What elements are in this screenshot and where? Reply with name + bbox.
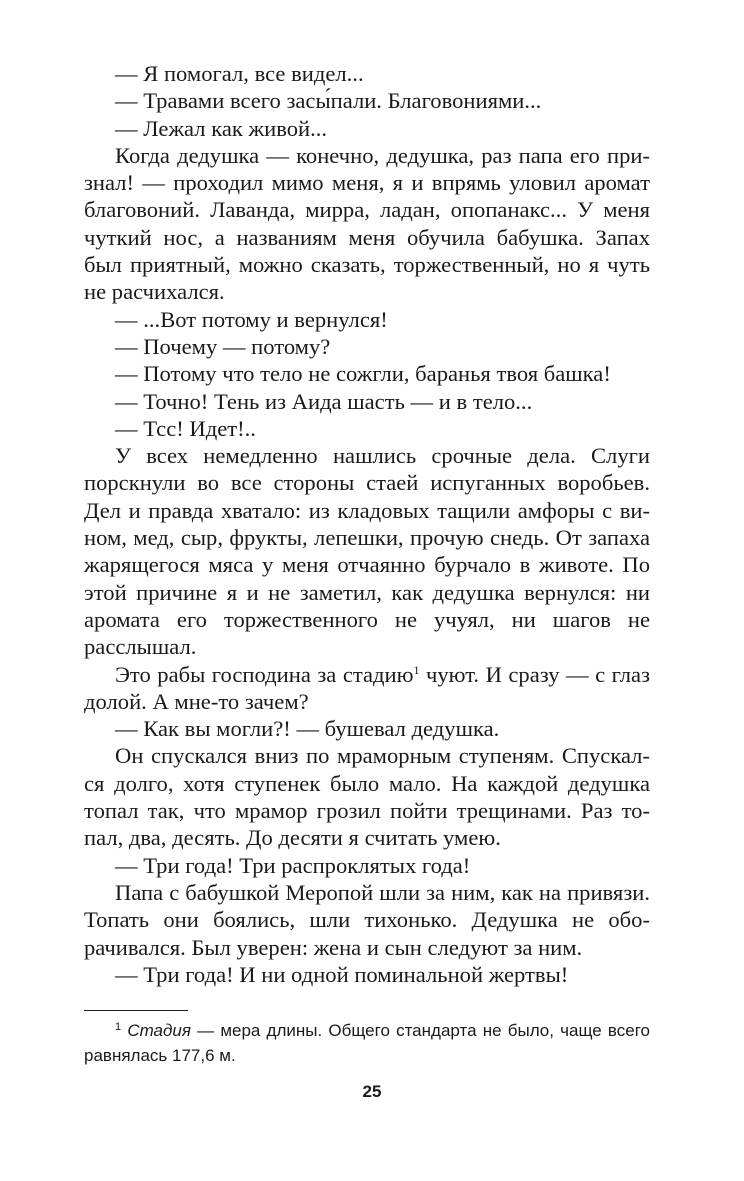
footnote-text: — мера длины. Общего стандарта не было, чаще всего равнялась 177,6 м. xyxy=(84,1021,650,1065)
page-number: 25 xyxy=(362,1082,382,1101)
paragraph-5: — ...Вот потому и вернулся! xyxy=(115,306,388,332)
paragraph-8: — Точно! Тень из Аида шасть — и в тело... xyxy=(115,388,533,414)
paragraph-12: — Как вы могли?! — бушевал дедушка. xyxy=(115,716,500,742)
page-body xyxy=(84,60,650,988)
paragraph-1: — Я помогал, все видел... xyxy=(115,61,364,86)
paragraph-14: — Три года! Три распроклятых года! xyxy=(115,852,471,878)
footnote-term: Стадия xyxy=(127,1021,191,1040)
paragraph-13: Он спускался вниз по мраморным ступеням. Спускался долго, хотя ступенек было мало. На каждой дедушка топал так, что мрамор грозил пойти трещинами. Раз топал, два, десять. До десяти я считать умею. xyxy=(84,743,650,851)
paragraph-6: — Почему — потому? xyxy=(115,333,331,359)
paragraph-11 xyxy=(84,661,650,716)
paragraph-10: У всех немедленно нашлись срочные дела. Слуги порскнули во все стороны стаей испуганных воробьев. Дел и правда хватало: из кладовых тащили амфоры с вином, мед, сыр, фрукты, лепешки, прочую снедь. От запаха жарящегося мяса у меня отчаянно бурчало в животе. По этой причине я и не заметил, как дедушка вернулся: ни аромата его торжественного не учуял, ни шагов не расслышал. xyxy=(84,443,650,660)
footnote-divider xyxy=(84,1010,188,1011)
paragraph-11-start: Это рабы господина за стадию xyxy=(115,661,414,687)
paragraph-16: — Три года! И ни одной поминальной жертвы! xyxy=(115,961,569,987)
paragraph-7: — Потому что тело не сожгли, баранья твоя башка! xyxy=(115,361,611,387)
paragraph-4: Когда дедушка — конечно, дедушка, раз папа его признал! — проходил мимо меня, я и впрямь уловил аромат благовоний. Лаванда, мирра, ладан, опопанакс... У меня чуткий нос, а названиям меня обучила бабушка. Запах был приятный, можно сказать, торжественный, но я чуть не расчихался. xyxy=(84,142,650,305)
paragraph-2: — Травами всего засы́пали. Благовониями... xyxy=(115,88,542,114)
footnote-marker: 1 xyxy=(115,1021,122,1033)
paragraph-9: — Тсс! Идет!.. xyxy=(115,415,256,441)
paragraph-15: Папа с бабушкой Меропой шли за ним, как на привязи. Топать они боялись, шли тихонько. Дедушка не оборачивался. Был уверен: жена и сын следуют за ним. xyxy=(84,879,650,960)
footnote-reference: 1 xyxy=(413,662,420,677)
paragraph-3: — Лежал как живой... xyxy=(115,115,328,141)
footnote xyxy=(84,1018,650,1068)
paragraph-11-end: чуют. И сразу — с глаз долой. А мне-то зачем? xyxy=(84,661,651,714)
